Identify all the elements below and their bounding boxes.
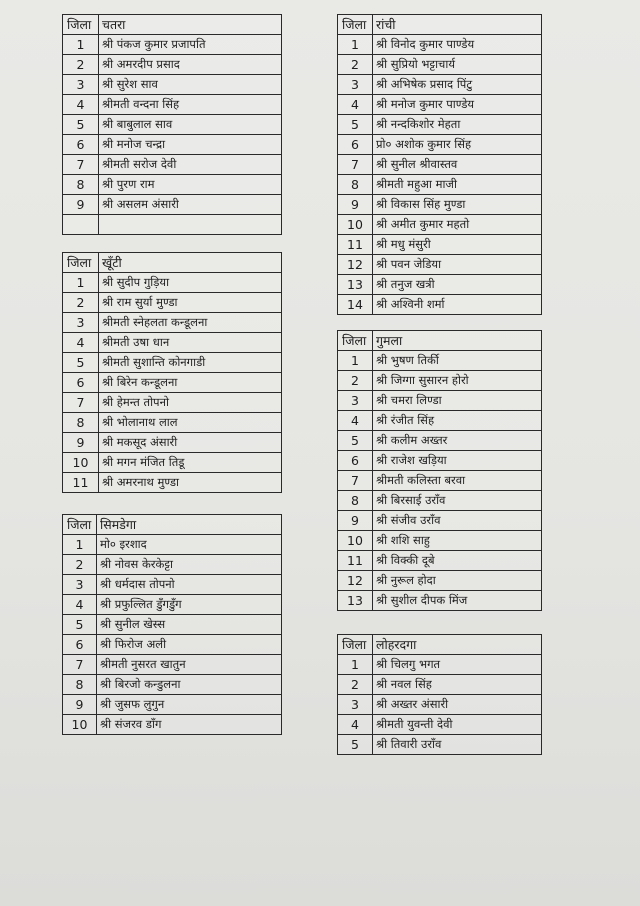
serial-number: 5 [63,353,99,373]
serial-number: 10 [63,453,99,473]
serial-number: 8 [338,491,373,511]
serial-number: 5 [63,115,99,135]
member-name: श्री नन्दकिशोर मेहता [373,115,542,135]
serial-number: 4 [338,411,373,431]
table-row [63,655,282,675]
serial-number: 11 [63,473,99,493]
table-row [63,195,282,215]
serial-number: 12 [338,255,373,275]
table-row [338,175,542,195]
table-row [63,393,282,413]
serial-number: 9 [63,695,97,715]
member-name: श्री सुदीप गुड़िया [99,273,282,293]
table-row [338,275,542,295]
table-row [338,351,542,371]
table-row [63,453,282,473]
serial-number: 5 [338,431,373,451]
serial-number: 4 [63,333,99,353]
serial-number: 5 [63,615,97,635]
member-name: श्री मधु मंसुरी [373,235,542,255]
member-name: श्रीमती उषा धान [99,333,282,353]
table-row [338,735,542,755]
serial-number: 13 [338,275,373,295]
member-name: श्रीमती सुशान्ति कोनगाडी [99,353,282,373]
member-name: श्री असलम अंसारी [99,195,282,215]
member-name: श्री नोवस केरकेट्टा [97,555,282,575]
table-row [63,75,282,95]
table-row [338,95,542,115]
serial-number: 9 [63,433,99,453]
table-row [63,35,282,55]
serial-number: 7 [338,471,373,491]
district-table-ranchi [337,14,542,315]
member-name: श्री अभिषेक प्रसाद पिंटु [373,75,542,95]
serial-number: 10 [338,531,373,551]
table-row [63,433,282,453]
serial-number: 7 [63,655,97,675]
member-name: श्री चमरा लिण्डा [373,391,542,411]
member-name: श्री हेमन्त तोपनो [99,393,282,413]
district-name: रांची [373,15,542,35]
table-header-row [338,635,542,655]
district-name: लोहरदगा [373,635,542,655]
serial-number: 4 [338,95,373,115]
table-row [63,675,282,695]
district-name: गुमला [373,331,542,351]
member-name: श्रीमती नुसरत खातुन [97,655,282,675]
table-row [63,535,282,555]
table-row [338,655,542,675]
serial-number: 9 [338,511,373,531]
member-name: श्री सुशील दीपक मिंज [373,591,542,611]
table-row [63,353,282,373]
member-name: श्री जुसफ लुगुन [97,695,282,715]
member-name: श्री संजरव डाँग [97,715,282,735]
table-row [63,615,282,635]
table-row [338,715,542,735]
table-row [63,413,282,433]
table-header-row [338,331,542,351]
member-name: श्री तनुज खत्री [373,275,542,295]
member-name: श्री पुरण राम [99,175,282,195]
district-header-label: जिला [338,15,373,35]
member-name: श्री पंकज कुमार प्रजापति [99,35,282,55]
member-name: श्री अमरनाथ मुण्डा [99,473,282,493]
member-name: श्री शशि साहु [373,531,542,551]
serial-number: 3 [338,391,373,411]
district-name: सिमडेगा [97,515,282,535]
table-header-row [63,253,282,273]
serial-number: 5 [338,735,373,755]
serial-number: 2 [63,55,99,75]
serial-number: 2 [338,371,373,391]
serial-number: 2 [63,293,99,313]
serial-number: 7 [63,393,99,413]
table-row [63,313,282,333]
serial-number: 8 [63,675,97,695]
member-name: श्री नवल सिंह [373,675,542,695]
table-row [338,571,542,591]
district-table-gumla [337,330,542,611]
table-row [338,695,542,715]
member-name: श्री सुरेश साव [99,75,282,95]
serial-number: 11 [338,551,373,571]
member-name: श्री मगन मंजित तिडू [99,453,282,473]
member-name: श्री कलीम अख्तर [373,431,542,451]
table-row [63,473,282,493]
serial-number: 1 [338,655,373,675]
serial-number: 8 [63,413,99,433]
member-name: श्री विनोद कुमार पाण्डेय [373,35,542,55]
member-name: श्रीमती कलिस्ता बरवा [373,471,542,491]
table-header-row [63,15,282,35]
serial-number: 12 [338,571,373,591]
table-row [63,555,282,575]
serial-number: 8 [338,175,373,195]
district-header-label: जिला [338,635,373,655]
serial-number: 2 [338,55,373,75]
table-row [338,115,542,135]
table-row [338,675,542,695]
member-name: श्री भुषण तिर्की [373,351,542,371]
table-row [338,591,542,611]
member-name: श्री जिग्गा सुसारन होरो [373,371,542,391]
member-name: श्री मनोज चन्द्रा [99,135,282,155]
member-name: श्री अमीत कुमार महतो [373,215,542,235]
serial-number: 2 [63,555,97,575]
table-row [63,595,282,615]
district-header-label: जिला [63,253,99,273]
member-name: श्रीमती सरोज देवी [99,155,282,175]
serial-number: 9 [338,195,373,215]
serial-number: 1 [338,351,373,371]
member-name: श्री अश्विनी शर्मा [373,295,542,315]
member-name: श्री धर्मदास तोपनो [97,575,282,595]
member-name: श्रीमती महुआ माजी [373,175,542,195]
table-row [63,215,282,235]
serial-number: 2 [338,675,373,695]
serial-number: 6 [338,451,373,471]
serial-number: 8 [63,175,99,195]
member-name: श्रीमती वन्दना सिंह [99,95,282,115]
table-row [338,511,542,531]
table-row [338,195,542,215]
serial-number: 3 [63,575,97,595]
serial-number: 3 [338,75,373,95]
table-row [338,295,542,315]
table-row [63,155,282,175]
serial-number: 4 [63,95,99,115]
table-row [338,55,542,75]
district-header-label: जिला [63,515,97,535]
table-row [338,551,542,571]
serial-number: 3 [63,75,99,95]
table-row [63,293,282,313]
table-row [338,531,542,551]
table-row [338,431,542,451]
table-row [338,235,542,255]
member-name: श्री सुप्रियो भट्टाचार्य [373,55,542,75]
district-table-chatra [62,14,282,235]
table-row [338,135,542,155]
serial-number: 4 [63,595,97,615]
member-name: श्री तिवारी उराँव [373,735,542,755]
table-row [338,471,542,491]
table-row [63,273,282,293]
member-name: श्री नुरूल होदा [373,571,542,591]
serial-number: 1 [63,535,97,555]
member-name: मो० इरशाद [97,535,282,555]
serial-number: 13 [338,591,373,611]
member-name: श्री बाबुलाल साव [99,115,282,135]
member-name: श्री विक्की दूबे [373,551,542,571]
member-name: श्री मनोज कुमार पाण्डेय [373,95,542,115]
serial-number: 6 [63,373,99,393]
district-table-lohardaga [337,634,542,755]
serial-number: 3 [338,695,373,715]
member-name: श्री सुनील खेस्स [97,615,282,635]
serial-number: 7 [63,155,99,175]
member-name: श्री बिरेन कन्डूलना [99,373,282,393]
member-name: श्री भोलानाथ लाल [99,413,282,433]
serial-number: 9 [63,195,99,215]
member-name: श्री मकसूद अंसारी [99,433,282,453]
table-row [63,333,282,353]
member-name [99,215,282,235]
member-name: श्री अमरदीप प्रसाद [99,55,282,75]
serial-number: 3 [63,313,99,333]
serial-number: 11 [338,235,373,255]
table-row [338,391,542,411]
table-row [63,95,282,115]
table-row [63,135,282,155]
table-row [338,371,542,391]
table-row [63,175,282,195]
member-name: श्री संजीव उराँव [373,511,542,531]
table-row [338,451,542,471]
table-header-row [63,515,282,535]
serial-number: 6 [63,635,97,655]
district-table-simdega [62,514,282,735]
serial-number: 4 [338,715,373,735]
district-table-khunti [62,252,282,493]
serial-number: 1 [63,35,99,55]
serial-number: 7 [338,155,373,175]
member-name: श्री राजेश खड़िया [373,451,542,471]
table-row [63,695,282,715]
member-name: प्रो० अशोक कुमार सिंह [373,135,542,155]
serial-number [63,215,99,235]
table-row [63,55,282,75]
member-name: श्री बिरजो कन्डुलना [97,675,282,695]
table-row [338,491,542,511]
table-row [63,115,282,135]
member-name: श्री रंजीत सिंह [373,411,542,431]
district-name: खूँटी [99,253,282,273]
member-name: श्री विकास सिंह मुण्डा [373,195,542,215]
member-name: श्रीमती युवन्ती देवी [373,715,542,735]
table-row [338,155,542,175]
member-name: श्री फिरोज अली [97,635,282,655]
serial-number: 5 [338,115,373,135]
table-row [338,255,542,275]
member-name: श्री बिरसाई उराँव [373,491,542,511]
serial-number: 10 [63,715,97,735]
serial-number: 1 [338,35,373,55]
member-name: श्री राम सुर्या मुण्डा [99,293,282,313]
table-row [63,635,282,655]
table-row [63,715,282,735]
table-row [338,35,542,55]
member-name: श्री सुनील श्रीवास्तव [373,155,542,175]
serial-number: 6 [338,135,373,155]
member-name: श्री चिलगु भगत [373,655,542,675]
serial-number: 14 [338,295,373,315]
member-name: श्री अख्तर अंसारी [373,695,542,715]
table-row [338,411,542,431]
district-name: चतरा [99,15,282,35]
table-row [338,75,542,95]
district-header-label: जिला [338,331,373,351]
table-row [63,373,282,393]
table-header-row [338,15,542,35]
member-name: श्रीमती स्नेहलता कन्डूलना [99,313,282,333]
serial-number: 6 [63,135,99,155]
serial-number: 10 [338,215,373,235]
district-header-label: जिला [63,15,99,35]
member-name: श्री पवन जेडिया [373,255,542,275]
member-name: श्री प्रफुल्लित डुँगडुँग [97,595,282,615]
table-row [338,215,542,235]
table-row [63,575,282,595]
serial-number: 1 [63,273,99,293]
